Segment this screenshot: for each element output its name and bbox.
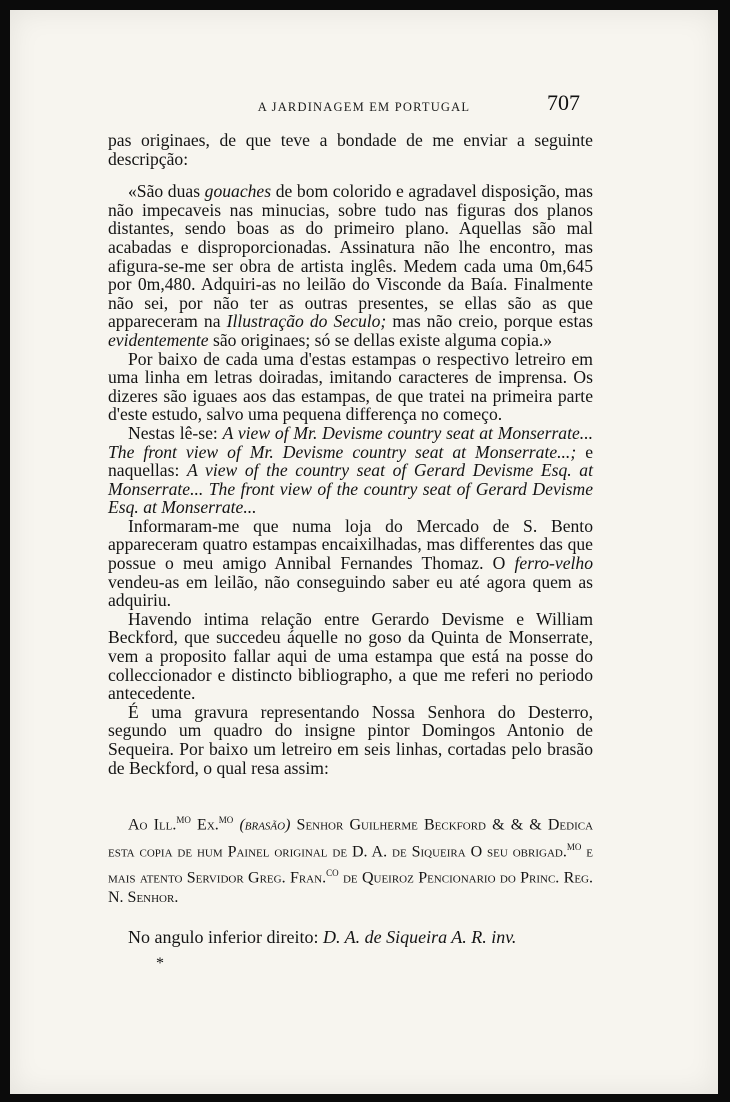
paragraph-inscriptions <box>108 424 593 517</box>
asterisk-mark: * <box>156 954 164 972</box>
quote-text-1: «São duas <box>128 181 205 202</box>
signature-note <box>108 928 593 947</box>
spacer <box>108 777 593 799</box>
angle-text: No angulo inferior direito: <box>128 927 323 948</box>
paragraph-beckford: Havendo intima relação entre Gerardo Devisme e William Beckford, que succedeu áquelle no goso da Quinta de Monserrate, vem a proposito fallar aqui de uma estampa que está na posse do colleccionador e distincto bibliographo, a que me referi no periodo antecedente. <box>108 608 593 704</box>
paragraph-gravura: É uma gravura representando Nossa Senhora do Desterro, segundo um quadro do insigne pintor Domingos Antonio de Sequeira. Por baixo um letreiro em seis linhas, cortadas pelo brasão de Beckford, o qual resa assim: <box>108 701 593 778</box>
ded-text-6: de Queiroz Pencionario do Princ. Reg. N. Senhor. <box>108 869 593 907</box>
quote-text-3: mas não creio, porque estas <box>386 311 593 332</box>
book-page <box>10 10 718 1094</box>
p3-text-2: e naquellas: <box>108 441 593 481</box>
quote-italic-3: evidentemente <box>108 329 209 350</box>
ded-text-1: Ao Ill. <box>128 816 177 834</box>
ded-italic-brasao: (brasão) <box>239 816 291 834</box>
quote-text-2: de bom colorido e agradavel disposição, mas não impecaveis nas minucias, sobre tudo nas figuras dos planos distantes, sendo boas as do primeiro plano. Aquellas são mal acabadas e disproporcionadas. Assinatura não lhe encontro, mas afigura-se-me ser obra de artista inglês. Medem cada uma 0m,645 por 0m,480. Adquiri-as no leilão do Visconde da Baía. Finalmente não sei, por não ter as outras presentes, se ellas são as que appareceram na <box>108 181 593 332</box>
quoted-description <box>108 182 593 349</box>
ded-sup-3: mo <box>566 837 582 853</box>
quote-italic-2: Illustração do Seculo; <box>226 311 387 332</box>
ded-sup-2: mo <box>218 811 234 827</box>
p3-italic-1: A view of Mr. Devisme country seat at Monserrate... The front view of Mr. Devisme country seat at Monserrate...; <box>108 422 593 462</box>
page-number: 707 <box>547 90 580 115</box>
ded-text-2: Ex. <box>190 816 219 834</box>
ded-sup-1: mo <box>176 811 191 827</box>
page-body <box>108 131 593 973</box>
paragraph-intro: pas originaes, de que teve a bondade de me enviar a seguinte descripção: <box>108 130 593 169</box>
p4-italic-1: ferro-velho <box>514 553 593 574</box>
angle-italic: D. A. de Siqueira A. R. inv. <box>322 927 517 948</box>
quote-text-4: são originaes; só se dellas existe alguma copia.» <box>208 329 553 350</box>
ded-sup-4: co <box>326 863 339 879</box>
p3-text-1: Nestas lê-se: <box>128 422 223 443</box>
paragraph-letreiro: Por baixo de cada uma d'estas estampas o respectivo letreiro em uma linha em letras doiradas, imitando caracteres de imprensa. Os dizeres são iguaes aos das estampas, de que tratei na primeira parte d'este estudo, salvo uma pequena differença no começo. <box>108 348 593 425</box>
ded-text-5: e mais atento Servidor Greg. Fran. <box>108 842 593 887</box>
running-title: A JARDINAGEM EM PORTUGAL <box>257 100 471 114</box>
p4-text-1: Informaram-me que numa loja do Mercado de S. Bento appareceram quatro estampas encaixilhadas, mas differentes das que possue o meu amigo Annibal Fernandes Thomaz. O <box>108 515 593 574</box>
paragraph-mercado <box>108 517 593 610</box>
dedication-inscription <box>108 809 593 908</box>
ded-text-4: Senhor Guilherme Beckford & & & Dedica esta copia de hum Painel original de D. A. de Siqueira O seu obrigad. <box>108 816 594 860</box>
p4-text-2: vendeu-as em leilão, não conseguindo saber eu até agora quem as adquiriu. <box>108 571 593 611</box>
p3-italic-2: A view of the country seat of Gerard Devisme Esq. at Monserrate... The front view of the country seat of Gerard Devisme Esq. at Monserrate... <box>108 460 593 518</box>
quote-italic-1: gouaches <box>204 181 272 202</box>
